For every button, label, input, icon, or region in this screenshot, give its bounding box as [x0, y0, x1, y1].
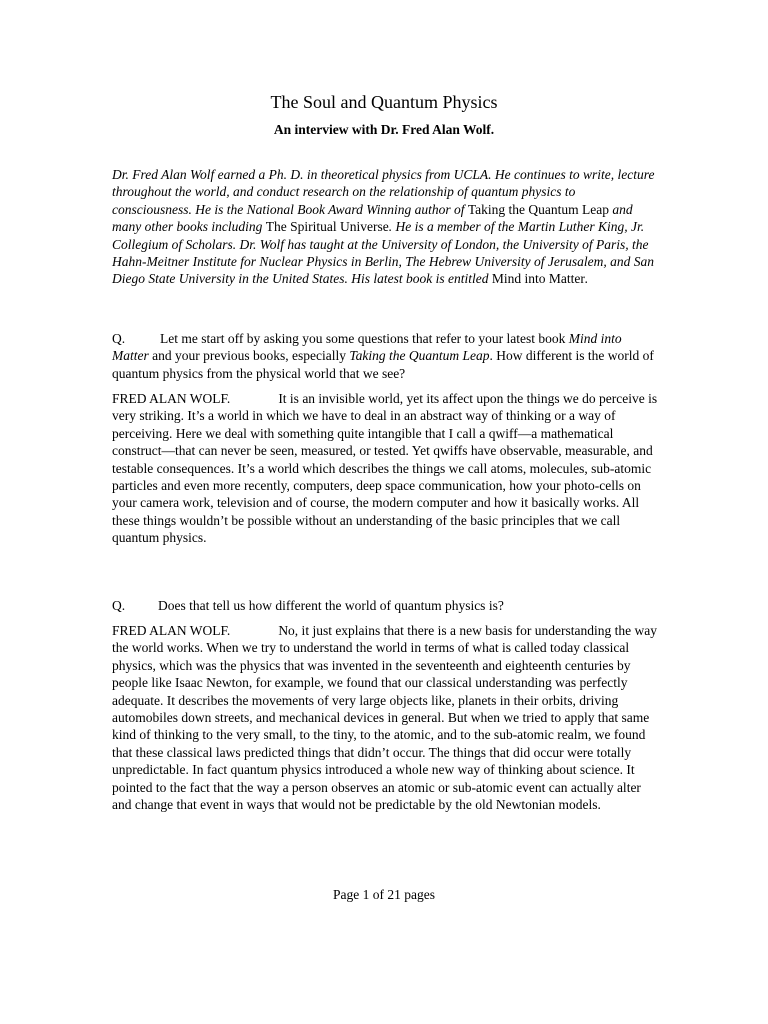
- bio-text: Dr. Fred Alan Wolf earned a Ph. D. in theoretical physics from UCLA. He continues to write, lecture throughout the world, and conduct research on the relationship of quantum physics to consciousness. He is the National Book Award Winning author of: [112, 167, 655, 217]
- page-number: Page 1 of 21 pages: [333, 887, 435, 902]
- book-title: Taking the Quantum Leap: [349, 348, 490, 364]
- bio-text: .: [584, 271, 589, 287]
- question-text: Does that tell us how different the world of quantum physics is?: [158, 598, 504, 613]
- author-bio: [112, 166, 658, 288]
- question-1: [112, 330, 658, 382]
- answer-text: It is an invisible world, yet its affect upon the things we do perceive is very striking. It’s a world in which we have to deal in an abstract way of thinking or a way of perceiving. Here we deal with something quite intangible that I call a qwiff—a mathematical construct—that can never be seen, measured, or tested. Yet qwiffs have observable, measurable, and testable consequences. It’s a world which describes the things we call atoms, molecules, sub-atomic particles and even more recently, computers, deep space communication, how your photo-cells on your camera work, television and of course, the modern computer and how it basically works. All these things wouldn’t be possible without an understanding of the basic principles that we call quantum physics.: [112, 391, 658, 546]
- question-2: [112, 597, 658, 614]
- book-title: Taking the Quantum Leap: [467, 201, 610, 217]
- question-text: . How different is the world of quantum physics from the physical world that we see?: [112, 348, 654, 381]
- book-title: Mind into Matter: [112, 331, 622, 364]
- question-text: and your previous books, especially: [148, 348, 350, 364]
- bio-text: and many other books including: [112, 201, 633, 235]
- answer-text: No, it just explains that there is a new basis for understanding the way the world works. When we try to understand the world in terms of what is called today classical physics, which was the physics that was invented in the seventeenth and eighteenth centuries by people like Isaac Newton, for example, we found that our classical understanding was perfectly adequate. It describes the movements of very large objects like, planets in their orbits, driving automobiles down streets, and mechanical devices in general. But when we tried to apply that same kind of thinking to the very small, to the tiny, to the atomic, and to the sub-atomic realm, we found that these classical laws predicted things that didn’t occur. The things that did occur were totally unpredictable. In fact quantum physics introduced a whole new way of thinking about science. It pointed to the fact that the way a person observes an atomic or sub-atomic event can actually alter and change that event in ways that would not be predictable by the old Newtonian models.: [112, 623, 657, 813]
- answer-1: [112, 390, 658, 547]
- book-title: Mind into Matter: [491, 271, 585, 287]
- book-title: The Spiritual Universe: [265, 219, 389, 235]
- page-title: The Soul and Quantum Physics: [270, 92, 498, 112]
- page-subtitle: An interview with Dr. Fred Alan Wolf.: [273, 122, 495, 137]
- speaker-label: FRED ALAN WOLF.: [112, 623, 231, 638]
- bio-text: . He is a member of the Martin Luther King, Jr. Collegium of Scholars. Dr. Wolf has taught at the University of London, the University of Paris, the Hahn-Meitner Institute for Nuclear Physics in Berlin, The Hebrew University of Jerusalem, and San Diego State University in the United States. His latest book is entitled: [112, 219, 655, 287]
- answer-2: [112, 622, 658, 813]
- question-label: Q.: [112, 598, 126, 613]
- speaker-label: FRED ALAN WOLF.: [112, 391, 231, 406]
- question-label: Q.: [112, 331, 126, 346]
- question-text: Let me start off by asking you some questions that refer to your latest book: [160, 331, 569, 346]
